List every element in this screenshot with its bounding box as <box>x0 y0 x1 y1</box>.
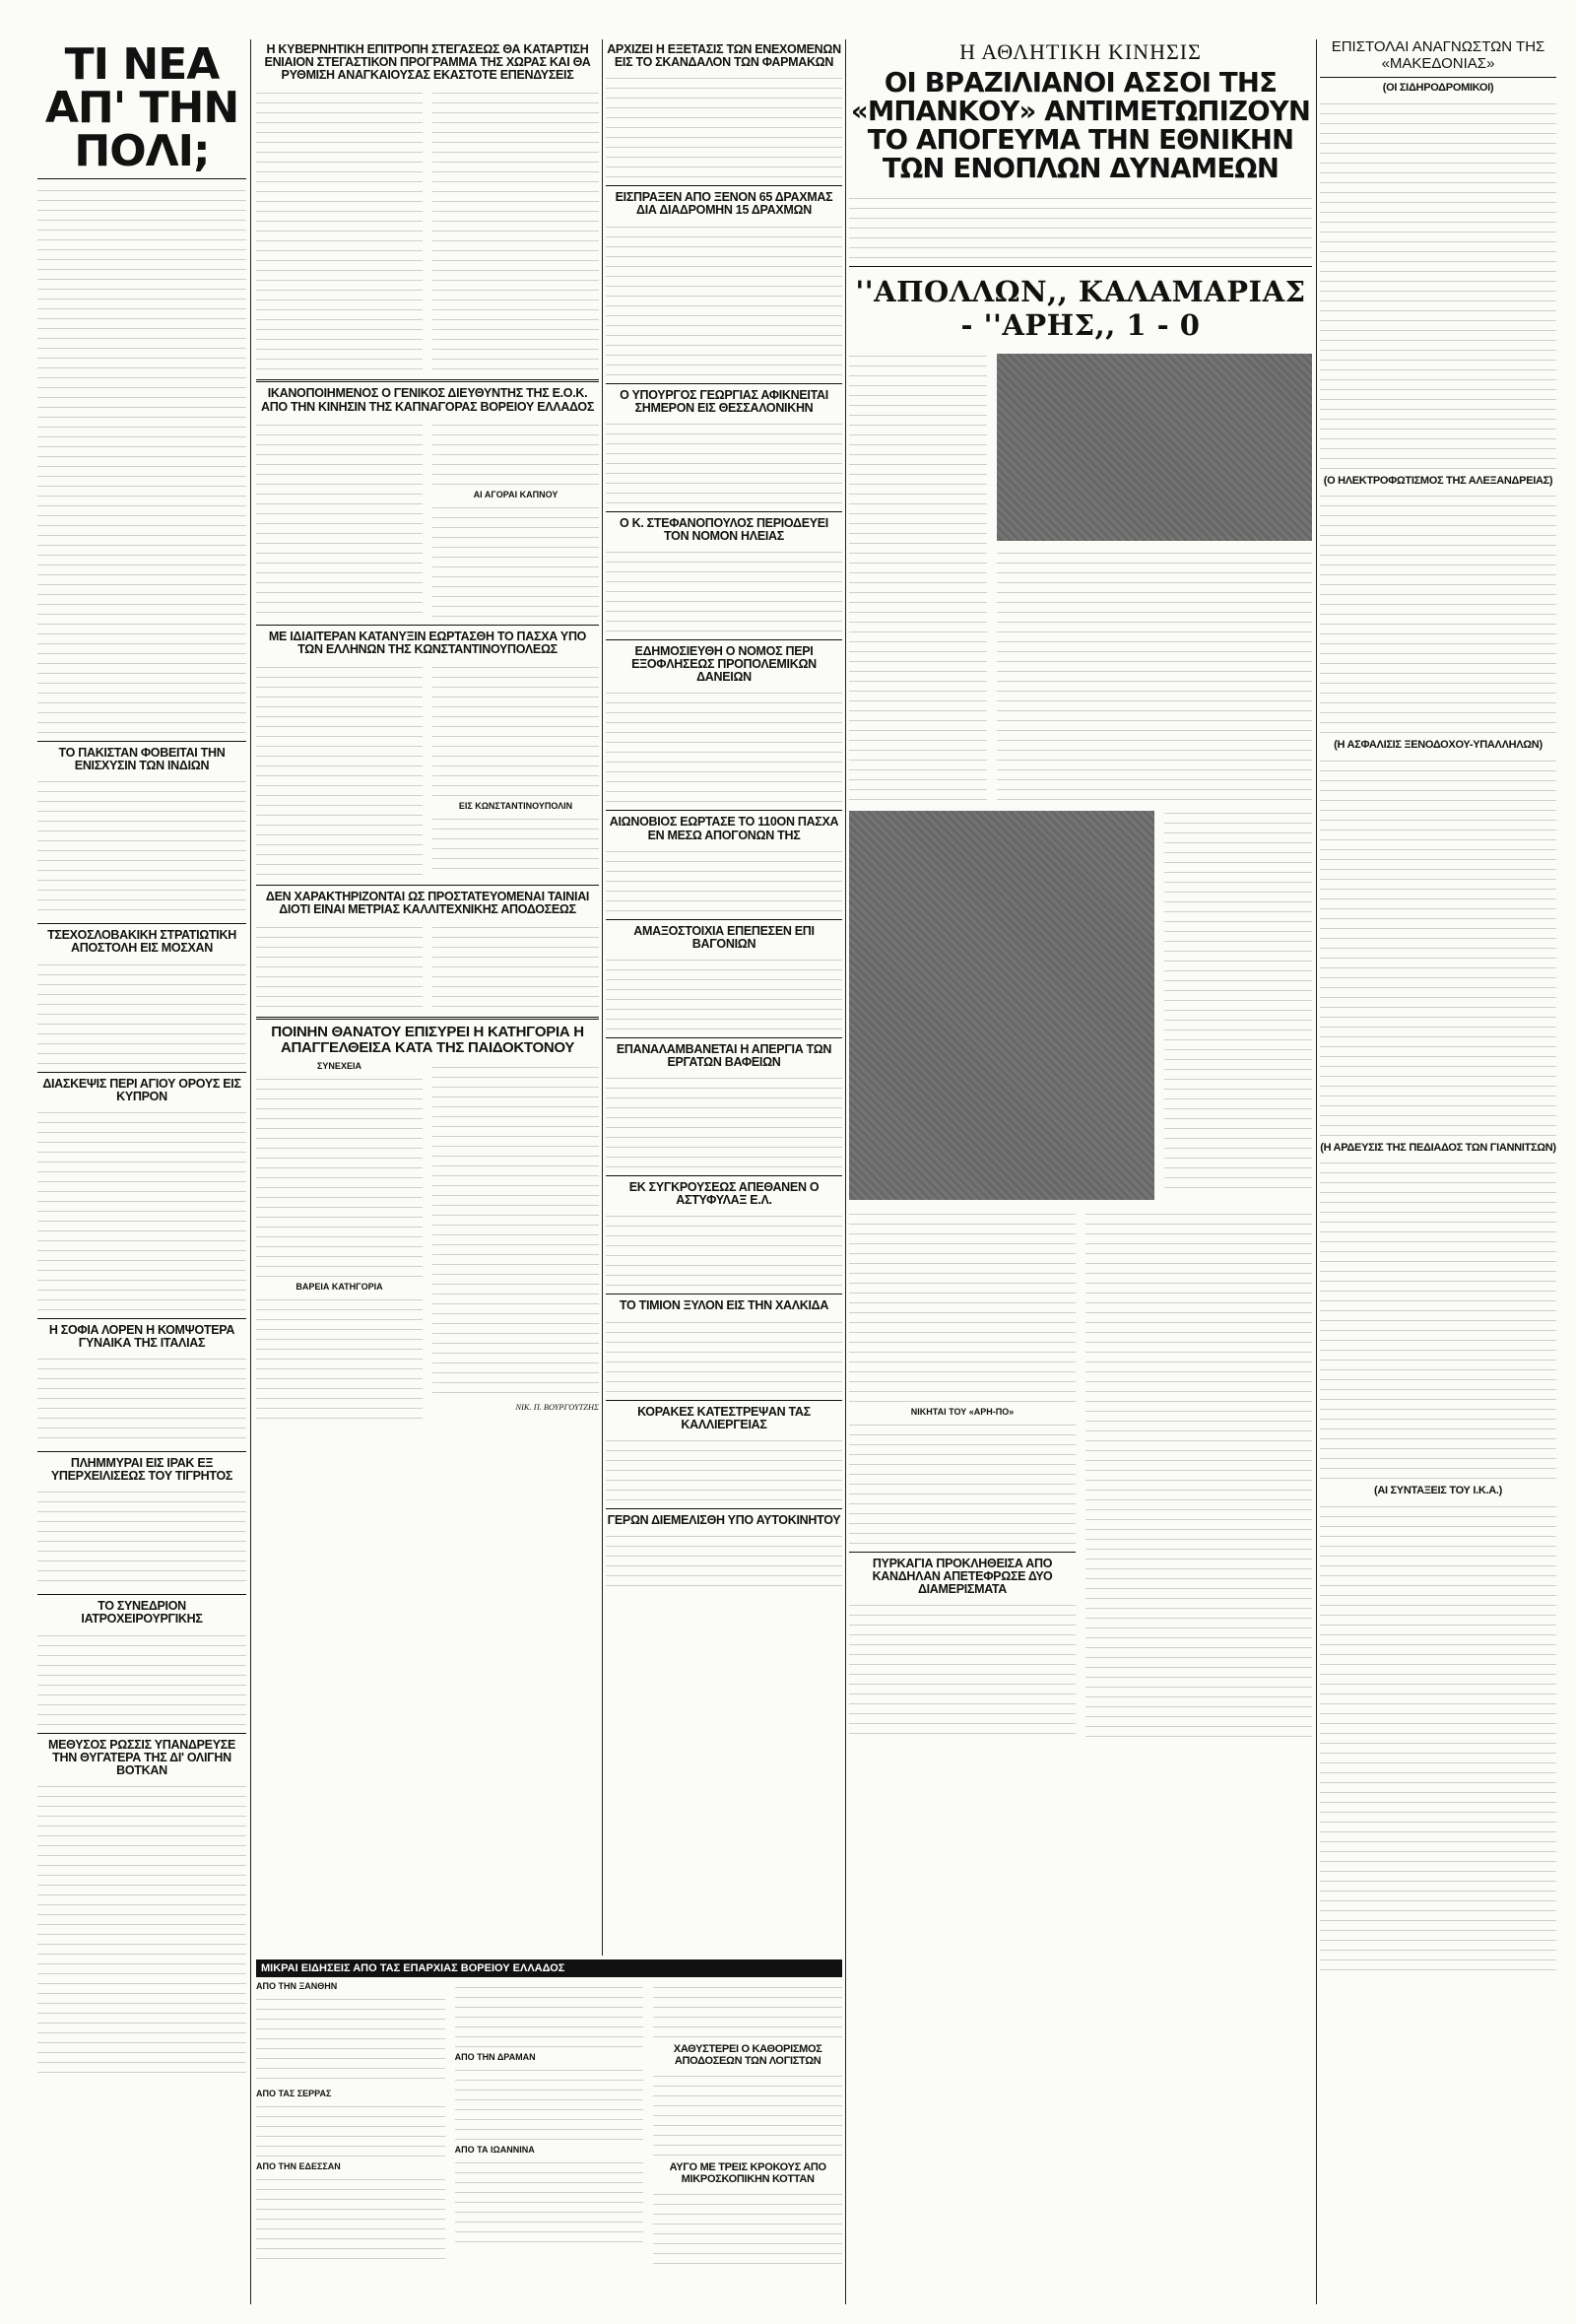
letter-ika: (ΑΙ ΣΥΝΤΑΞΕΙΣ ΤΟΥ Ι.Κ.Α.) <box>1373 1485 1503 1497</box>
subhead-tobacco-markets: ΑΙ ΑΓΟΡΑΙ ΚΑΠΝΟΥ <box>473 489 558 499</box>
article-body <box>606 687 842 805</box>
article-body <box>1320 755 1556 1139</box>
article-body <box>606 1530 842 1589</box>
subhead-constantinople: ΕΙΣ ΚΩΝΣΤΑΝΤΙΝΟΥΠΟΛΙΝ <box>458 800 573 811</box>
article-body <box>37 1629 246 1728</box>
headline-overcharge: ΕΙΣΠΡΑΞΕΝ ΑΠΟ ΞΕΝΟΝ 65 ΔΡΑΧΜΑΣ ΔΙΑ ΔΙΑΔΡΟΜΗΝ 15 ΔΡΑΧΜΩΝ <box>615 190 833 218</box>
subhead-heavy-charge: ΒΑΡΕΙΑ ΚΑΤΗΓΟΡΙΑ <box>296 1281 383 1292</box>
headline-agriculture-minister: Ο ΥΠΟΥΡΓΟΣ ΓΕΩΡΓΙΑΣ ΑΦΙΚΝΕΙΤΑΙ ΣΗΜΕΡΟΝ ΕΙΣ ΘΕΣΣΑΛΟΝΙΚΗΝ <box>620 387 828 415</box>
divider <box>37 923 246 924</box>
article-body <box>455 1981 644 2050</box>
headline-death-penalty: ΠΟΙΝΗΝ ΘΑΝΑΤΟΥ ΕΠΙΣΥΡΕΙ Η ΚΑΤΗΓΟΡΙΑ Η ΑΠΑΓΓΕΛΘΕΙΣΑ ΚΑΤΑ ΤΗΣ ΠΑΙΔΟΚΤΟΝΟΥ <box>271 1024 584 1056</box>
article-body <box>1320 98 1556 472</box>
match-result-headline: ''ΑΠΟΛΛΩΝ,, ΚΑΛΑΜΑΡΙΑΣ - ''ΑΡΗΣ,, 1 - 0 <box>855 274 1306 342</box>
column-rule <box>1316 39 1317 2304</box>
article-body <box>606 954 842 1032</box>
headline-iraq-floods: ΠΛΗΜΜΥΡΑΙ ΕΙΣ ΙΡΑΚ ΕΞ ΥΠΕΡΧΕΙΛΙΣΕΩΣ ΤΟΥ ΤΙΓΡΗΤΟΣ <box>50 1456 233 1484</box>
article-body <box>849 350 987 803</box>
continuation-label: ΣΥΝΕΧΕΙΑ <box>317 1060 361 1071</box>
sports-main-headline: ΟΙ ΒΡΑΖΙΛΙΑΝΟΙ ΑΣΣΟΙ ΤΗΣ «ΜΠΑΝΚΟΥ» ΑΝΤΙΜΕΤΩΠΙΖΟΥΝ ΤΟ ΑΠΟΓΕΥΜΑ ΤΗΝ ΕΘΝΙΚΗΝ ΤΩΝ ΕΝΟΠΛΩΝ ΔΥΝΑΜΕΩΝ <box>850 67 1311 185</box>
divider <box>256 1017 599 1020</box>
article-body <box>606 221 842 378</box>
divider <box>849 266 1312 267</box>
headline-films: ΔΕΝ ΧΑΡΑΚΤΗΡΙΖΟΝΤΑΙ ΩΣ ΠΡΟΣΤΑΤΕΥΟΜΕΝΑΙ ΤΑΙΝΙΑΙ ΔΙΟΤΙ ΕΙΝΑΙ ΜΕΤΡΙΑΣ ΚΑΛΛΙΤΕΧΝΙΚΗΣ ΑΠΟΔΟΣΕΩΣ <box>265 889 590 916</box>
headline-sophia-loren: Η ΣΟΦΙΑ ΛΟΡΕΝ Η ΚΟΜΨΟΤΕΡΑ ΓΥΝΑΙΚΑ ΤΗΣ ΙΤΑΛΙΑΣ <box>48 1322 235 1350</box>
column-5-letters <box>1320 39 1556 2304</box>
article-body <box>1085 1208 1312 1740</box>
divider <box>606 383 842 384</box>
article-body <box>455 2157 644 2245</box>
subhead-drama: ΑΠΟ ΤΗΝ ΔΡΑΜΑΝ <box>454 2052 536 2062</box>
divider <box>37 1733 246 1734</box>
article-body <box>1320 1500 1556 1973</box>
article-body <box>1320 490 1556 736</box>
divider <box>606 639 842 640</box>
divider <box>256 885 599 886</box>
headline-train-accident: ΑΜΑΞΟΣΤΟΙΧΙΑ ΕΠΕΠΕΣΕΝ ΕΠΙ ΒΑΓΟΝΙΩΝ <box>633 923 815 951</box>
headline-fire: ΠΥΡΚΑΓΙΑ ΠΡΟΚΛΗΘΕΙΣΑ ΑΠΟ ΚΑΝΔΗΛΑΝ ΑΠΕΤΕΦΡΩΣΕ ΔΥΟ ΔΙΑΜΕΡΙΣΜΑΤΑ <box>872 1556 1053 1596</box>
article-body <box>432 501 599 618</box>
headline-centenarian: ΑΙΩΝΟΒΙΟΣ ΕΩΡΤΑΣΕ ΤΟ 110ΟΝ ΠΑΣΧΑ ΕΝ ΜΕΣΩ ΑΠΟΓΟΝΩΝ ΤΗΣ <box>609 815 839 842</box>
divider <box>606 1175 842 1176</box>
masthead-title: ΤΙ ΝΕΑ ΑΠ' ΤΗΝ ΠΟΛΙ; <box>44 39 239 176</box>
divider <box>37 1451 246 1452</box>
article-body <box>256 1073 423 1280</box>
column-1 <box>37 39 246 2304</box>
article-body <box>432 419 599 488</box>
article-body <box>606 1316 842 1395</box>
headline-easter-constantinople: ΜΕ ΙΔΙΑΙΤΕΡΑΝ ΚΑΤΑΝΥΞΙΝ ΕΩΡΤΑΣΘΗ ΤΟ ΠΑΣΧΑ ΥΠΟ ΤΩΝ ΕΛΛΗΝΩΝ ΤΗΣ ΚΩΝΣΤΑΝΤΙΝΟΥΠΟΛΕΩΣ <box>268 629 587 656</box>
article-body <box>256 2173 445 2262</box>
letters-section-title: ΕΠΙΣΤΟΛΑΙ ΑΝΑΓΝΩΣΤΩΝ ΤΗΣ «ΜΑΚΕΔΟΝΙΑΣ» <box>1331 39 1545 72</box>
article-body <box>432 87 599 372</box>
article-body <box>256 1294 423 1427</box>
article-body <box>849 192 1312 261</box>
divider <box>606 1037 842 1038</box>
article-body <box>37 1486 246 1589</box>
article-body <box>606 418 842 506</box>
divider <box>1320 77 1556 78</box>
headline-congress: ΤΟ ΣΥΝΕΔΡΙΟΝ ΙΑΤΡΟΧΕΙΡΟΥΡΓΙΚΗΣ <box>81 1599 203 1627</box>
divider <box>37 741 246 742</box>
article-body <box>432 813 599 878</box>
letter-electric: (Ο ΗΛΕΚΤΡΟΦΩΤΙΣΜΟΣ ΤΗΣ ΑΛΕΞΑΝΔΡΕΙΑΣ) <box>1323 474 1553 487</box>
divider <box>849 1552 1076 1553</box>
football-photo <box>997 354 1312 541</box>
article-body <box>606 72 842 180</box>
article-body <box>455 2064 644 2143</box>
article-body <box>606 1434 842 1503</box>
article-body <box>653 2188 842 2267</box>
letter-insurance: (Η ΑΣΦΑΛΙΣΙΣ ΞΕΝΟΔΟΧΟΥ-ΥΠΑΛΛΗΛΩΝ) <box>1334 739 1543 752</box>
headline-eok-director: ΙΚΑΝΟΠΟΙΗΜΕΝΟΣ Ο ΓΕΝΙΚΟΣ ΔΙΕΥΘΥΝΤΗΣ ΤΗΣ Ε.Ο.Κ. ΑΠΟ ΤΗΝ ΚΙΝΗΣΙΝ ΤΗΣ ΚΑΠΝΑΓΟΡΑΣ ΒΟΡΕΙΟΥ ΕΛΛΑΔΟΣ <box>260 386 595 414</box>
article-body <box>849 1419 1076 1547</box>
article-body <box>606 1210 842 1289</box>
headline-accountants: ΧΑΘΥΣΤΕΡΕΙ Ο ΚΑΘΟΡΙΣΜΟΣ ΑΠΟΔΟΣΕΩΝ ΤΩΝ ΛΟΓΙΣΤΩΝ <box>673 2043 822 2067</box>
article-body <box>256 419 423 616</box>
column-4-sports <box>849 39 1312 2304</box>
article-body <box>1164 807 1312 1196</box>
headline-holy-wood: ΤΟ ΤΙΜΙΟΝ ΞΥΛΟΝ ΕΙΣ ΤΗΝ ΧΑΛΚΙΔΑ <box>619 1298 829 1313</box>
headline-drug-scandal: ΑΡΧΙΖΕΙ Η ΕΞΕΤΑΣΙΣ ΤΩΝ ΕΝΕΧΟΜΕΝΩΝ ΕΙΣ ΤΟ ΣΚΑΝΔΑΛΟΝ ΤΩΝ ΦΑΡΜΑΚΩΝ <box>607 42 841 70</box>
headline-dyers-strike: ΕΠΑΝΑΛΑΜΒΑΝΕΤΑΙ Η ΑΠΕΡΓΙΑ ΤΩΝ ΕΡΓΑΤΩΝ ΒΑΦΕΙΩΝ <box>616 1041 832 1069</box>
provinces-news-block <box>256 1956 842 2305</box>
divider <box>37 178 246 179</box>
author-signature: ΝΙΚ. Π. ΒΟΥΡΓΟΥΤΖΗΣ <box>515 1402 599 1412</box>
divider <box>606 1400 842 1401</box>
article-body <box>849 1599 1076 1737</box>
divider <box>37 1318 246 1319</box>
headline-czech-mission: ΤΣΕΧΟΣΛΟΒΑΚΙΚΗ ΣΤΡΑΤΙΩΤΙΚΗ ΑΠΟΣΤΟΛΗ ΕΙΣ ΜΟΣΧΑΝ <box>47 928 236 956</box>
headline-three-yolk-egg: ΑΥΓΟ ΜΕ ΤΡΕΙΣ ΚΡΟΚΟΥΣ ΑΠΟ ΜΙΚΡΟΣΚΟΠΙΚΗΝ ΚΟΤΤΑΝ <box>669 2161 826 2185</box>
divider <box>606 511 842 512</box>
article-body <box>606 845 842 914</box>
divider <box>37 1594 246 1595</box>
article-body <box>432 661 599 799</box>
column-rule <box>250 39 251 2304</box>
divider <box>606 185 842 186</box>
article-body <box>432 921 599 1010</box>
sports-section-kicker: Η ΑΘΛΗΤΙΚΗ ΚΙΝΗΣΙΣ <box>959 39 1202 64</box>
article-body <box>432 1061 599 1401</box>
article-body <box>1320 1157 1556 1482</box>
divider <box>606 919 842 920</box>
article-body <box>256 921 423 1010</box>
article-body <box>997 547 1312 803</box>
article-body <box>37 1780 246 2076</box>
subhead-ioannina: ΑΠΟ ΤΑ ΙΩΑΝΝΙΝΑ <box>454 2145 535 2155</box>
article-body <box>256 87 423 372</box>
divider <box>606 810 842 811</box>
headline-pakistan: ΤΟ ΠΑΚΙΣΤΑΝ ΦΟΒΕΙΤΑΙ ΤΗΝ ΕΝΙΣΧΥΣΙΝ ΤΩΝ ΙΝΔΙΩΝ <box>58 746 226 773</box>
subhead-serres: ΑΠΟ ΤΑΣ ΣΕΡΡΑΣ <box>256 2089 332 2098</box>
article-body <box>849 1208 1076 1405</box>
subhead-xanthi: ΑΠΟ ΤΗΝ ΞΑΝΘΗΝ <box>256 1981 338 1991</box>
divider <box>256 379 599 382</box>
article-body <box>653 2070 842 2158</box>
headline-loans-law: ΕΔΗΜΟΣΙΕΥΘΗ Ο ΝΟΜΟΣ ΠΕΡΙ ΕΞΟΦΛΗΣΕΩΣ ΠΡΟΠΟΛΕΜΙΚΩΝ ΔΑΝΕΙΩΝ <box>631 644 817 685</box>
headline-cyprus-conference: ΔΙΑΣΚΕΨΙΣ ΠΕΡΙ ΑΓΙΟΥ ΟΡΟΥΣ ΕΙΣ ΚΥΠΡΟΝ <box>42 1076 241 1103</box>
subhead-edessa: ΑΠΟ ΤΗΝ ΕΔΕΣΣΑΝ <box>256 2161 341 2171</box>
headline-policeman-crash: ΕΚ ΣΥΓΚΡΟΥΣΕΩΣ ΑΠΕΘΑΝΕΝ Ο ΑΣΤΥΦΥΛΑΞ Ε.Λ. <box>628 1180 820 1208</box>
article-body <box>37 1106 246 1313</box>
article-body <box>37 1353 246 1446</box>
headline-stefanopoulos: Ο Κ. ΣΤΕΦΑΝΟΠΟΥΛΟΣ ΠΕΡΙΟΔΕΥΕΙ ΤΟΝ ΝΟΜΟΝ ΗΛΕΙΑΣ <box>620 515 828 543</box>
divider <box>606 1508 842 1509</box>
column-rule <box>845 39 846 2304</box>
article-body <box>37 959 246 1067</box>
provinces-banner: ΜΙΚΡΑΙ ΕΙΔΗΣΕΙΣ ΑΠΟ ΤΑΣ ΕΠΑΡΧΙΑΣ ΒΟΡΕΙΟΥ ΕΛΛΑΔΟΣ <box>256 1959 842 1977</box>
article-body <box>256 661 423 878</box>
headline-housing-committee: Η ΚΥΒΕΡΝΗΤΙΚΗ ΕΠΙΤΡΟΠΗ ΣΤΕΓΑΣΕΩΣ ΘΑ ΚΑΤΑΡΤΙΣΗ ΕΝΙΑΙΟΝ ΣΤΕΓΑΣΤΙΚΟΝ ΠΡΟΓΡΑΜΜΑ ΤΗΣ ΧΩΡΑΣ ΚΑΙ ΘΑ ΡΥΘΜΙΣΗ ΑΝΑΓΚΑΙΟΥΣΑΣ ΕΚΑΣΤΟΤΕ ΕΠΕΝΔΥΣΕΙΣ <box>264 42 591 83</box>
headline-old-man-car: ΓΕΡΩΝ ΔΙΕΜΕΛΙΣΘΗ ΥΠΟ ΑΥΤΟΚΙΝΗΤΟΥ <box>607 1512 841 1527</box>
headline-drunk-russian: ΜΕΘΥΣΟΣ ΡΩΣΣΙΣ ΥΠΑΝΔΡΕΥΣΕ ΤΗΝ ΘΥΓΑΤΕΡΑ ΤΗΣ ΔΙ' ΟΛΙΓΗΝ ΒΟΤΚΑΝ <box>48 1737 235 1777</box>
article-body <box>256 2100 445 2159</box>
article-body <box>606 546 842 634</box>
brazilian-players-photo <box>849 811 1154 1200</box>
article-body <box>256 1993 445 2087</box>
article-body <box>37 775 246 918</box>
headline-crows: ΚΟΡΑΚΕΣ ΚΑΤΕΣΤΡΕΨΑΝ ΤΑΣ ΚΑΛΛΙΕΡΓΕΙΑΣ <box>637 1404 811 1431</box>
article-body <box>37 184 246 736</box>
divider <box>256 625 599 626</box>
letter-railway: (ΟΙ ΣΙΔΗΡΟΔΡΟΜΙΚΟΙ) <box>1382 82 1494 94</box>
subhead-volley: ΝΙΚΗΤΑΙ ΤΟΥ «ΑΡΗ-ΠΟ» <box>910 1406 1015 1417</box>
divider <box>37 1072 246 1073</box>
article-body <box>653 1981 842 2040</box>
divider <box>606 1294 842 1295</box>
article-body <box>606 1072 842 1170</box>
letter-giannitsa: (Η ΑΡΔΕΥΣΙΣ ΤΗΣ ΠΕΔΙΑΔΟΣ ΤΩΝ ΓΙΑΝΝΙΤΣΩΝ) <box>1320 1141 1556 1154</box>
